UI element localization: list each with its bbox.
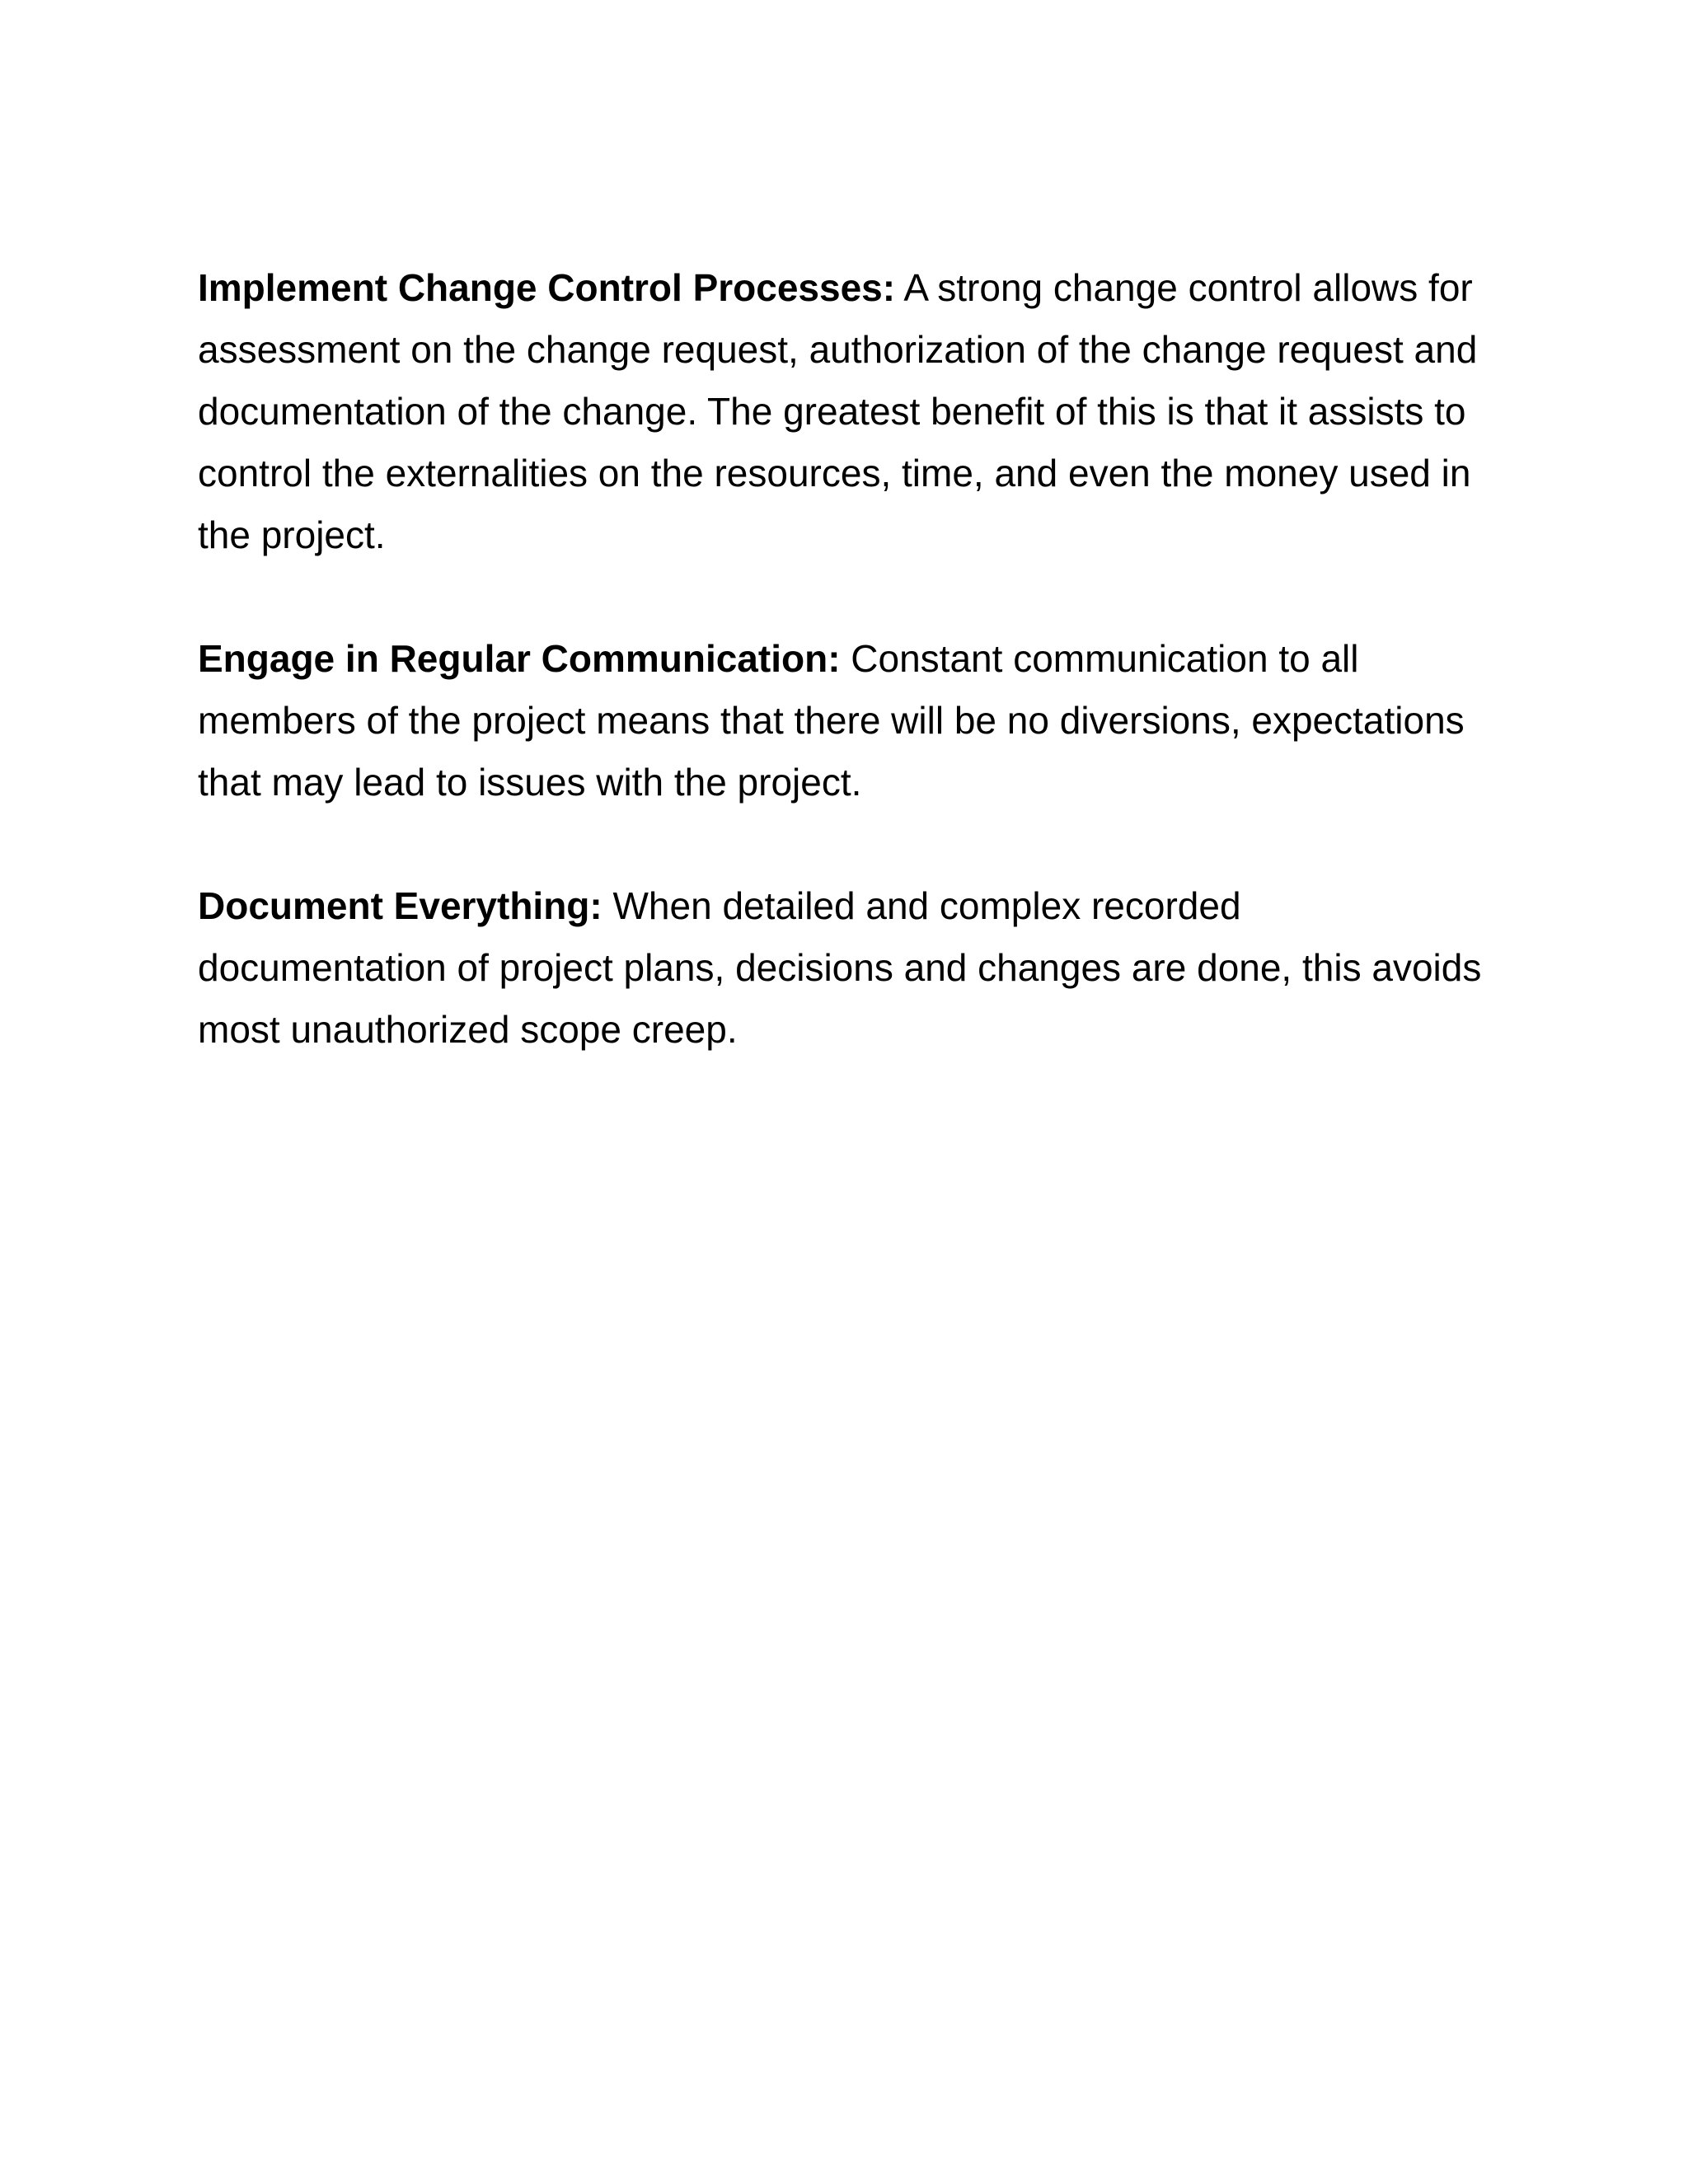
paragraph-text: When detailed and complex recorded documentation of project plans, decisions and changes are done, this avoids most unauthorized scope creep. [198, 884, 1482, 1051]
paragraph-document-everything [198, 875, 1484, 1061]
paragraph-heading: Engage in Regular Communication: [198, 637, 841, 680]
document-body [198, 257, 1484, 1122]
paragraph-text: A strong change control allows for assessment on the change request, authorization of the change request and documentation of the change. The greatest benefit of this is that it assists to control the externalities on the resources, time, and even the money used in the project. [198, 266, 1478, 556]
paragraph-heading: Implement Change Control Processes: [198, 266, 896, 309]
paragraph-heading: Document Everything: [198, 884, 603, 927]
paragraph-change-control [198, 257, 1484, 566]
paragraph-text: Constant communication to all members of the project means that there will be no diversions, expectations that may lead to issues with the project. [198, 637, 1465, 804]
paragraph-communication [198, 628, 1484, 813]
